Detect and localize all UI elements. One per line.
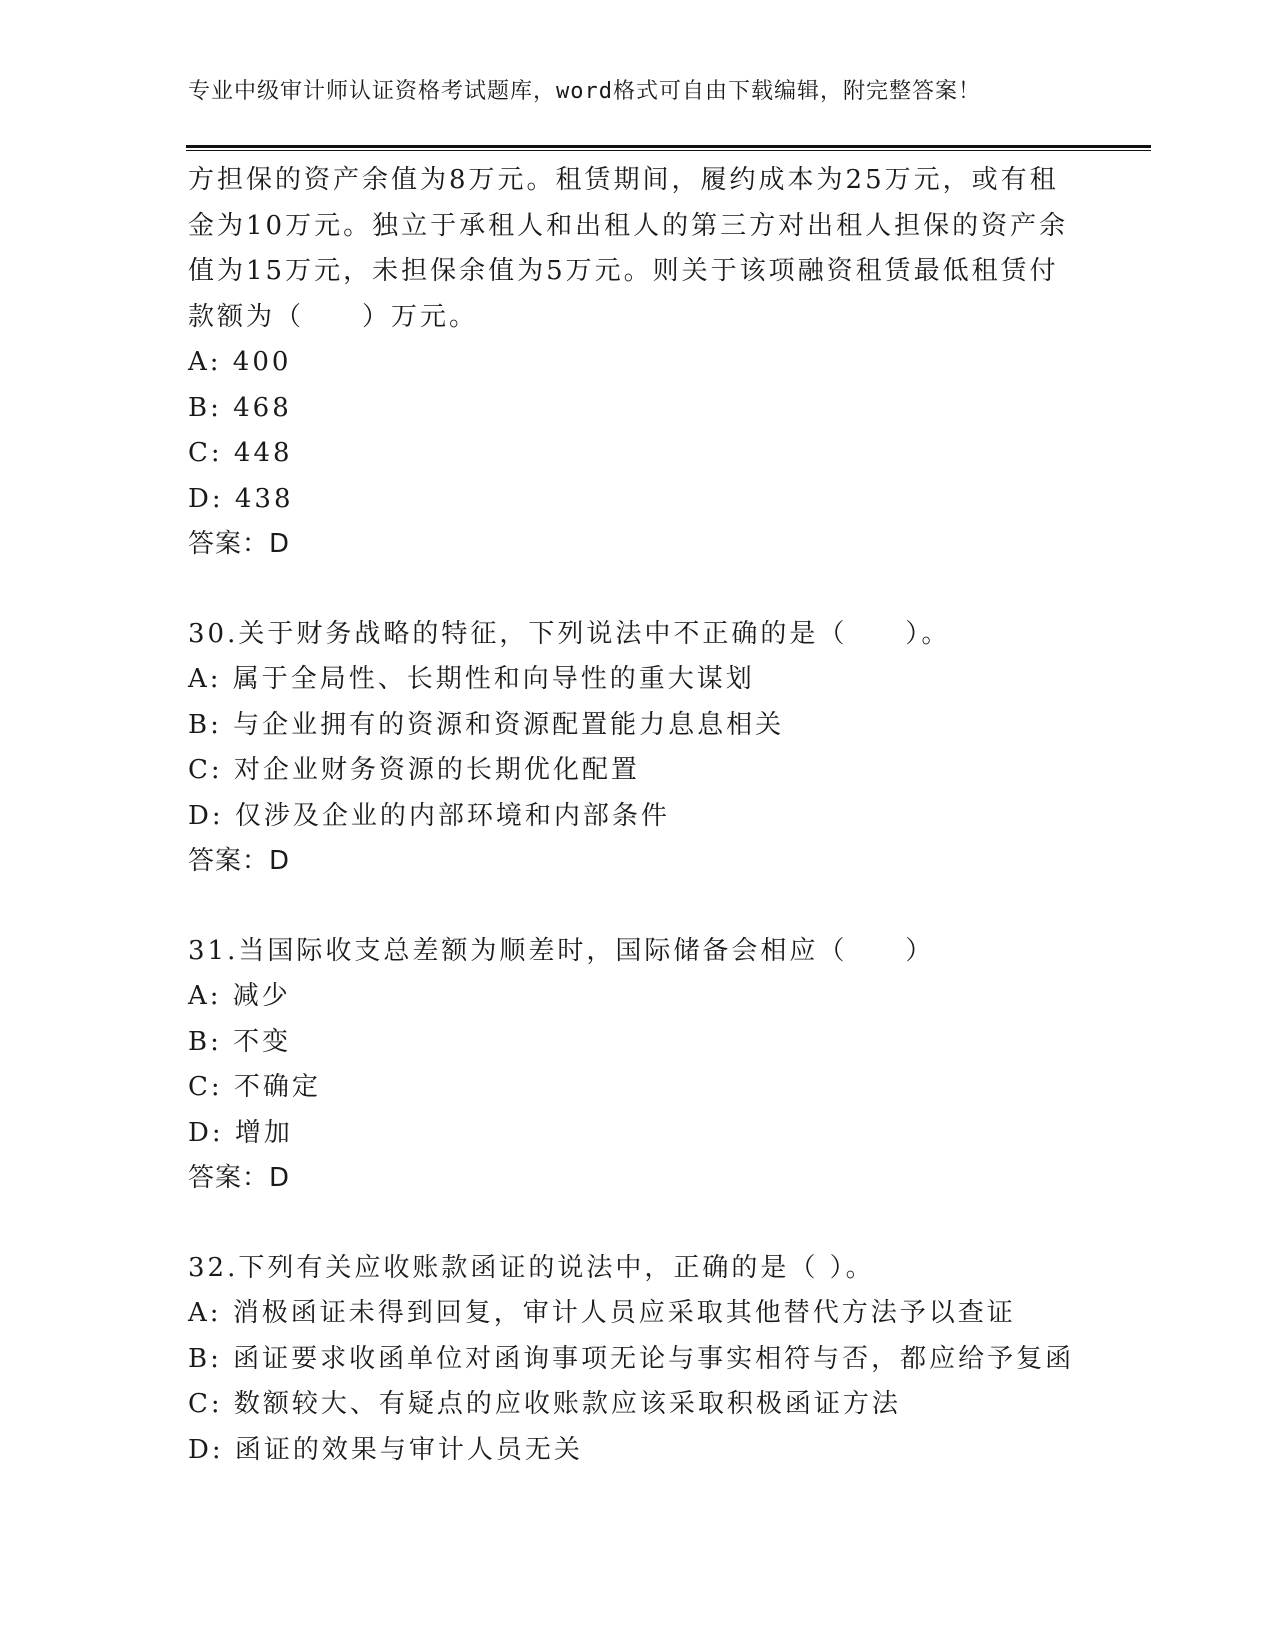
- question-29: [188, 158, 1088, 568]
- option-a: A: 400: [188, 347, 292, 377]
- question-stem-line: 值为15万元，未担保余值为5万元。则关于该项融资租赁最低租赁付: [188, 256, 1059, 286]
- question-32: [188, 1246, 1088, 1474]
- question-stem-line: 方担保的资产余值为8万元。租赁期间，履约成本为25万元，或有租: [188, 165, 1059, 195]
- option-b: B: 函证要求收函单位对函询事项无论与事实相符与否，都应给予复函: [188, 1343, 1075, 1374]
- option-d: D: 438: [188, 483, 294, 514]
- option-c: C: 不确定: [188, 1072, 321, 1102]
- option-b: B: 468: [188, 392, 292, 423]
- answer: 答案：D: [188, 1163, 291, 1193]
- answer: 答案：D: [188, 529, 291, 559]
- question-stem: 31.当国际收支总差额为顺差时，国际储备会相应（ ）: [188, 935, 935, 966]
- option-d: D: 增加: [188, 1117, 293, 1148]
- document-body: [188, 158, 1088, 1473]
- header-rule-thin: [186, 150, 1151, 151]
- option-a: A: 减少: [188, 981, 291, 1011]
- question-stem: 30.关于财务战略的特征，下列说法中不正确的是（ ）。: [188, 618, 951, 649]
- option-d: D: 仅涉及企业的内部环境和内部条件: [188, 800, 670, 831]
- question-stem-line: 款额为（ ）万元。: [188, 301, 479, 332]
- option-a: A: 消极函证未得到回复，审计人员应采取其他替代方法予以查证: [188, 1298, 1016, 1328]
- page-header: 专业中级审计师认证资格考试题库，word格式可自由下载编辑，附完整答案！: [188, 79, 981, 104]
- option-d: D: 函证的效果与审计人员无关: [188, 1434, 583, 1465]
- option-c: C: 对企业财务资源的长期优化配置: [188, 755, 640, 785]
- question-stem: 32.下列有关应收账款函证的说法中，正确的是（ ）。: [188, 1252, 875, 1283]
- option-a: A: 属于全局性、长期性和向导性的重大谋划: [188, 664, 755, 694]
- question-31: [188, 929, 1088, 1202]
- question-stem-line: 金为10万元。独立于承租人和出租人的第三方对出租人担保的资产余: [188, 210, 1069, 241]
- option-c: C: 448: [188, 438, 293, 468]
- option-c: C: 数额较大、有疑点的应收账款应该采取积极函证方法: [188, 1389, 901, 1419]
- option-b: B: 不变: [188, 1026, 292, 1057]
- option-b: B: 与企业拥有的资源和资源配置能力息息相关: [188, 709, 785, 740]
- answer: 答案：D: [188, 846, 291, 876]
- header-rule: [186, 145, 1151, 148]
- question-30: [188, 612, 1088, 885]
